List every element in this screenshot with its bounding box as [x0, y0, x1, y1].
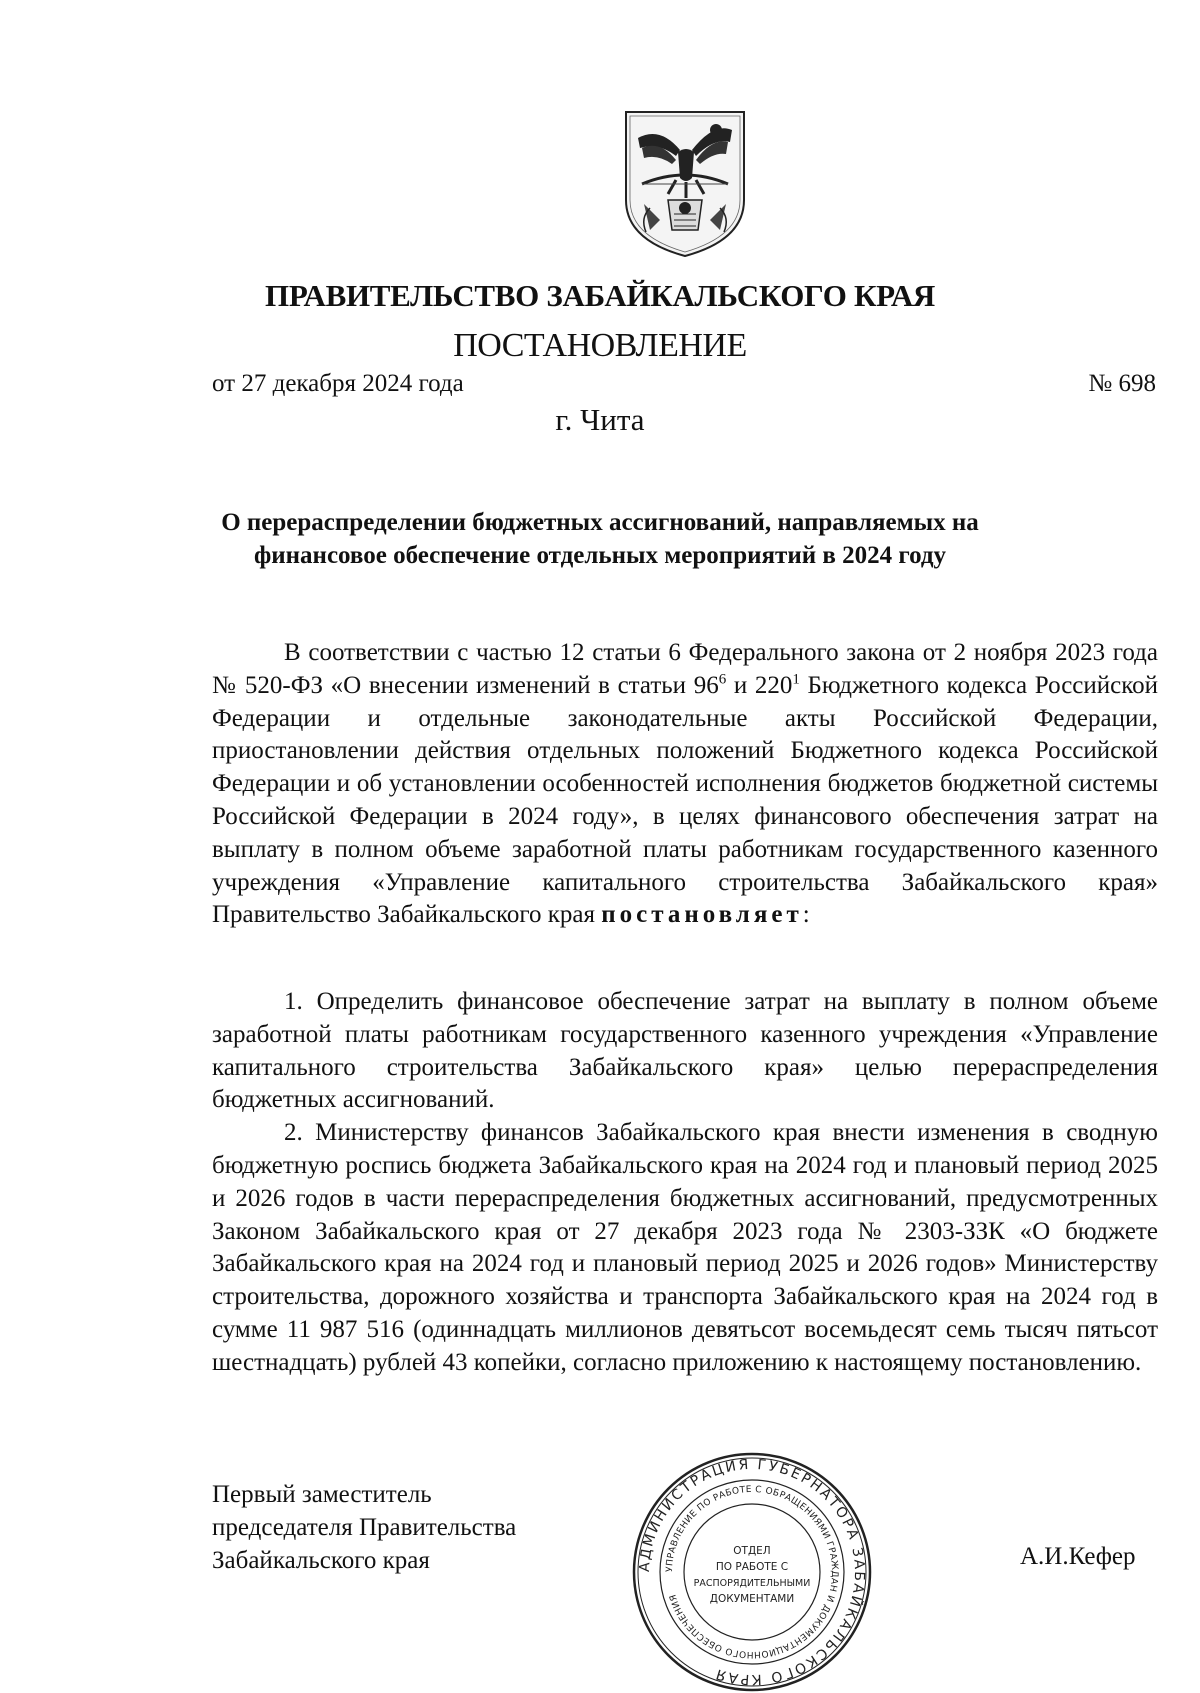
preamble-text-3: Бюджетного кодекса Российской Федерации и отдельные законодательные акты Российской Федерации, приостановлении действия отдельных положений Бюджетного кодекса Российской Федерации и об установлении особенностей исполнения бюджетов бюджетной системы Российской Федерации в 2024 году», в целях финансового обеспечения затрат на выплату в полном объеме заработной платы работникам государственного казенного учреждения «Управление капитального строительства Забайкальского края» Правительство Забайкальского края [212, 671, 1158, 929]
document-number: № 698 [1088, 370, 1156, 397]
coat-of-arms-emblem [620, 108, 750, 258]
stamp-center-line-4: ДОКУМЕНТАМИ [709, 1593, 795, 1605]
signer-position-line-3: Забайкальского края [212, 1547, 430, 1574]
resolution-item-2: 2. Министерству финансов Забайкальского края внести изменения в сводную бюджетную роспись бюджета Забайкальского края на 2024 год и плановый период 2025 и 2026 годов в части перераспределения бюджетных ассигнований, предусмотренных Законом Забайкальского края от 27 декабря 2023 года № 2303-ЗЗК «О бюджете Забайкальского края на 2024 год и плановый период 2025 и 2026 годов» Министерству строительства, дорожного хозяйства и транспорта Забайкальского края на 2024 год в сумме 11 987 516 (одиннадцать миллионов девятьсот восемьдесят семь тысяч пятьсот шестнадцать) рублей 43 копейки, согласно приложению к настоящему постановлению. [212, 1119, 1158, 1376]
preamble-end: : [802, 901, 810, 929]
signer-name: А.И.Кефер [1020, 1543, 1136, 1570]
document-date: от 27 декабря 2024 года [212, 370, 464, 397]
document-type: ПОСТАНОВЛЕНИЕ [453, 327, 747, 364]
resolution-items [212, 986, 1158, 1380]
official-stamp [631, 1451, 873, 1693]
stamp-center-line-3: РАСПОРЯДИТЕЛЬНЫМИ [693, 1578, 811, 1589]
superscript-6: 6 [718, 671, 727, 688]
signer-position-line-1: Первый заместитель [212, 1481, 432, 1508]
resolution-item-1: 1. Определить финансовое обеспечение затрат на выплату в полном объеме заработной платы работникам государственного казенного учреждения «Управление капитального строительства Забайкальского края» целью перераспределения бюджетных ассигнований. [212, 988, 1158, 1114]
stamp-center-line-1: ОТДЕЛ [733, 1545, 771, 1557]
preamble-paragraph [212, 637, 1158, 932]
stamp-middle-text: УПРАВЛЕНИЕ ПО РАБОТЕ С ОБРАЩЕНИЯМИ ГРАЖДАН И ДОКУМЕНТАЦИОННОГО ОБЕСПЕЧЕНИЯ [664, 1484, 840, 1660]
preamble-text-2: и 220 [726, 671, 793, 699]
keyword-resolves: постановляет [601, 901, 803, 929]
signer-position-line-2: председателя Правительства [212, 1514, 517, 1541]
stamp-outer-text: АДМИНИСТРАЦИЯ ГУБЕРНАТОРА ЗАБАЙКАЛЬСКОГО КРАЯ [636, 1456, 868, 1688]
heading-line-2: финансовое обеспечение отдельных мероприятий в 2024 году [253, 542, 947, 569]
stamp-center-line-2: ПО РАБОТЕ С [715, 1561, 789, 1573]
superscript-1: 1 [792, 671, 800, 688]
preamble-text-1: В соответствии с частью 12 статьи 6 Федерального закона от 2 ноября 2023 года № 520-ФЗ «О внесении изменений в статьи 96 [212, 639, 1158, 699]
heading-line-1: О перераспределении бюджетных ассигнований, направляемых на [221, 509, 979, 536]
government-name: ПРАВИТЕЛЬСТВО ЗАБАЙКАЛЬСКОГО КРАЯ [265, 278, 935, 313]
signer-position [212, 1478, 516, 1577]
document-heading [150, 506, 1050, 572]
document-city: г. Чита [555, 402, 645, 437]
